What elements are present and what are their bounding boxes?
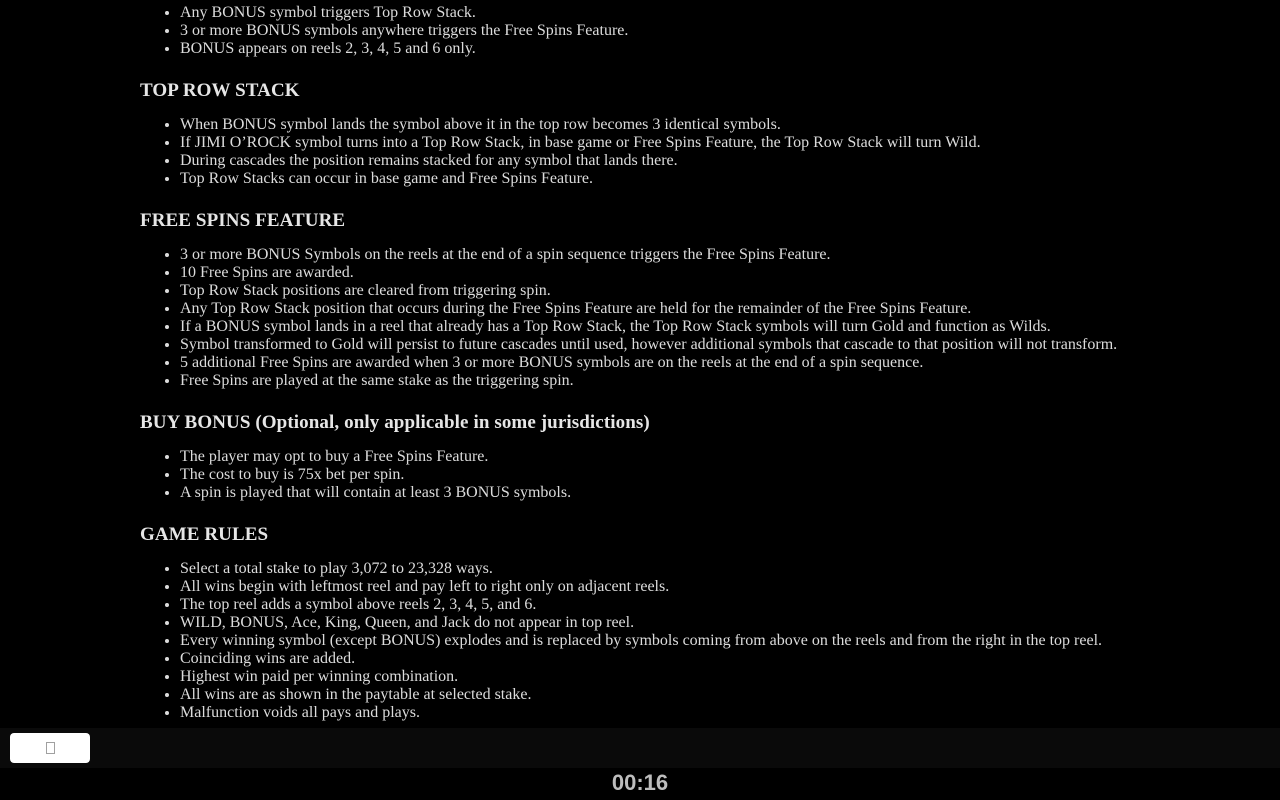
game-rules-list: [140, 560, 1260, 722]
section-title: FREE SPINS FEATURE: [140, 210, 346, 231]
list-item: • 5 additional Free Spins are awarded when 3 or more BONUS symbols are on the reels at the end of a spin sequence.: [180, 354, 1260, 372]
bonus-symbol-list: [140, 4, 1260, 58]
list-item: • The top reel adds a symbol above reels 2, 3, 4, 5, and 6.: [180, 596, 1260, 614]
list-item: • 3 or more BONUS symbols anywhere triggers the Free Spins Feature.: [180, 22, 1260, 40]
list-item: • Select a total stake to play 3,072 to 23,328 ways.: [180, 560, 1260, 578]
list-item: • During cascades the position remains stacked for any symbol that lands there.: [180, 152, 1260, 170]
list-item: • A spin is played that will contain at least 3 BONUS symbols.: [180, 484, 1260, 502]
list-item: • WILD, BONUS, Ace, King, Queen, and Jack do not appear in top reel.: [180, 614, 1260, 632]
section-title: BUY BONUS (Optional, only applicable in some jurisdictions): [140, 412, 650, 433]
list-item: • Coinciding wins are added.: [180, 650, 1260, 668]
back-button[interactable]: [10, 733, 90, 763]
list-item: • BONUS appears on reels 2, 3, 4, 5 and 6 only.: [180, 40, 1260, 58]
list-item: • Top Row Stacks can occur in base game and Free Spins Feature.: [180, 170, 1260, 188]
section-game-rules: [140, 522, 1260, 722]
back-icon: [46, 742, 55, 754]
list-item: • When BONUS symbol lands the symbol above it in the top row becomes 3 identical symbols.: [180, 116, 1260, 134]
bottom-bar: [0, 728, 1280, 768]
session-timer: 00:16: [611, 770, 669, 795]
section-title: GAME RULES: [140, 524, 269, 545]
list-item: • If JIMI O’ROCK symbol turns into a Top Row Stack, in base game or Free Spins Feature, the Top Row Stack will turn Wild.: [180, 134, 1260, 152]
list-item: • The cost to buy is 75x bet per spin.: [180, 466, 1260, 484]
section-buy-bonus: [140, 410, 1260, 522]
section-free-spins: [140, 208, 1260, 410]
list-item: • Free Spins are played at the same stake as the triggering spin.: [180, 372, 1260, 390]
list-item: • Any Top Row Stack position that occurs during the Free Spins Feature are held for the remainder of the Free Spins Feature.: [180, 300, 1260, 318]
section-title: TOP ROW STACK: [140, 80, 300, 101]
list-item: • Highest win paid per winning combination.: [180, 668, 1260, 686]
section-bonus-symbol: [140, 4, 1260, 78]
free-spins-list: [140, 246, 1260, 390]
buy-bonus-list: [140, 448, 1260, 502]
list-item: • The player may opt to buy a Free Spins Feature.: [180, 448, 1260, 466]
list-item: • 10 Free Spins are awarded.: [180, 264, 1260, 282]
list-item: • All wins begin with leftmost reel and pay left to right only on adjacent reels.: [180, 578, 1260, 596]
list-item: • Every winning symbol (except BONUS) explodes and is replaced by symbols coming from above on the reels and from the right in the top reel.: [180, 632, 1260, 650]
list-item: • 3 or more BONUS Symbols on the reels at the end of a spin sequence triggers the Free Spins Feature.: [180, 246, 1260, 264]
section-top-row-stack: [140, 78, 1260, 208]
top-row-stack-list: [140, 116, 1260, 188]
rules-content: [140, 4, 1260, 722]
list-item: • Top Row Stack positions are cleared from triggering spin.: [180, 282, 1260, 300]
list-item: • Symbol transformed to Gold will persist to future cascades until used, however additional symbols that cascade to that position will not transform.: [180, 336, 1260, 354]
list-item: • Malfunction voids all pays and plays.: [180, 704, 1260, 722]
list-item: • Any BONUS symbol triggers Top Row Stack.: [180, 4, 1260, 22]
list-item: • If a BONUS symbol lands in a reel that already has a Top Row Stack, the Top Row Stack symbols will turn Gold and function as Wilds.: [180, 318, 1260, 336]
list-item: • All wins are as shown in the paytable at selected stake.: [180, 686, 1260, 704]
